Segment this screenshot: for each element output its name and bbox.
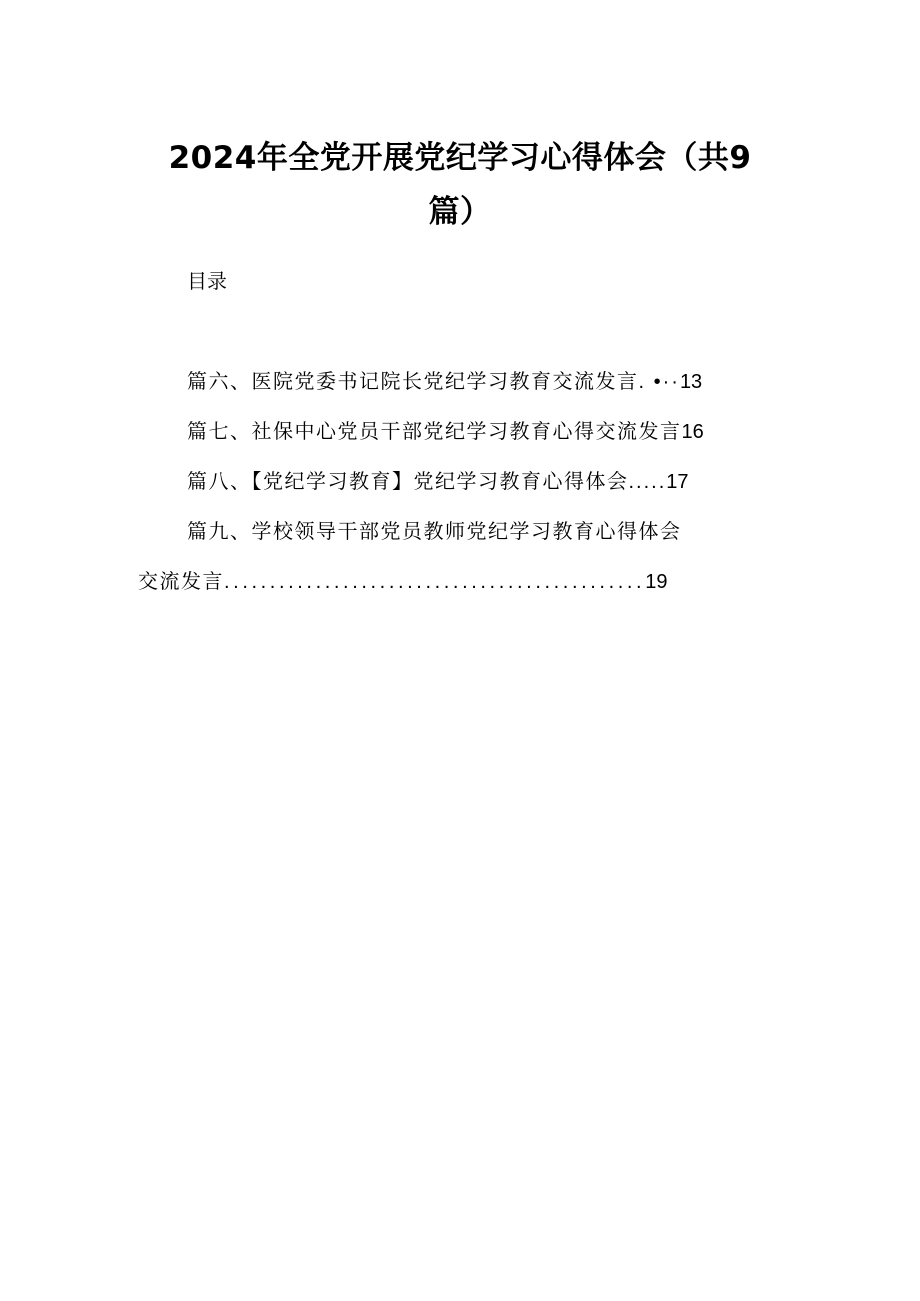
toc-entry-text: 篇七、社保中心党员干部党纪学习教育心得交流发言 — [187, 419, 682, 443]
toc-leader: . •·· — [638, 371, 680, 393]
toc-leader: ..... — [628, 471, 667, 493]
toc-entry-text: 篇九、学校领导干部党员教师党纪学习教育心得体会 — [187, 519, 682, 543]
toc-entry-7[interactable] — [187, 416, 704, 447]
toc-page-number: 16 — [681, 421, 704, 443]
document-title — [150, 131, 770, 239]
toc-entry-9-continuation[interactable] — [138, 566, 667, 597]
title-line-2: 篇） — [428, 194, 492, 230]
toc-page-number: 19 — [645, 571, 668, 593]
toc-entry-9[interactable] — [187, 516, 682, 546]
toc-page-number: 13 — [679, 371, 703, 393]
toc-page-number: 17 — [666, 471, 689, 493]
toc-heading: 目录 — [187, 269, 227, 293]
toc-entry-8[interactable] — [187, 466, 689, 497]
toc-entry-text: 篇八、【党纪学习教育】党纪学习教育心得体会 — [187, 469, 629, 493]
toc-entry-text-continued: 交流发言 — [138, 569, 224, 593]
toc-leader: .............................................. — [224, 571, 646, 593]
title-line-1: 2024年全党开展党纪学习心得体会（共9 — [168, 140, 752, 176]
toc-entry-6[interactable] — [187, 366, 702, 397]
toc-entry-text: 篇六、医院党委书记院长党纪学习教育交流发言 — [187, 369, 639, 393]
